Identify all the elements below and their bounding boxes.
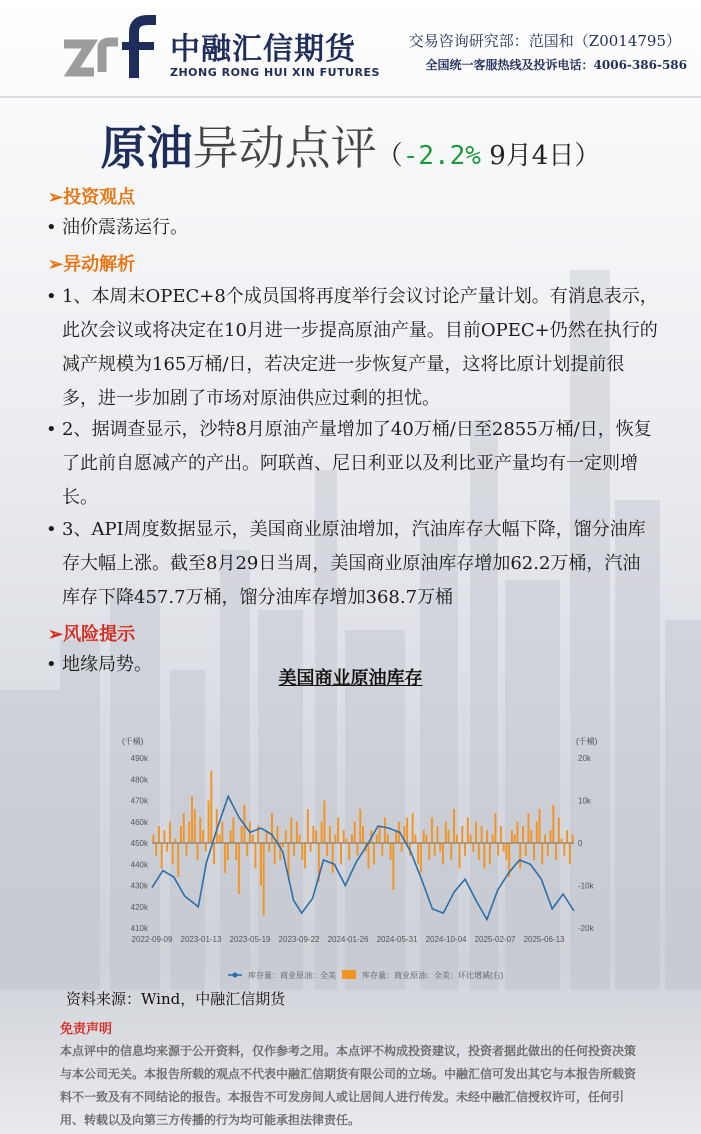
- change-bar: [152, 835, 154, 844]
- change-bar: [191, 796, 193, 843]
- change-bar: [155, 843, 157, 856]
- change-bar: [511, 830, 513, 843]
- change-bar: [268, 843, 270, 852]
- change-bar: [475, 822, 477, 843]
- change-bar: [188, 822, 190, 843]
- change-bar: [561, 839, 563, 843]
- disclaimer-text: 本点评中的信息均来源于公开资料，仅作参考之用。本点评不构成投资建议，投资者据此做出的任何投资决策与本公司无关。本报告所载的观点不代表中融汇信期货有限公司的立场。中融汇信可发出其它与本报告所载资料不一致及有不同结论的报告。本报告不可发房间人或让居间人进行传发。未经中融汇信授权许可，任何引用、转载以及向第三方传播的行为均可能承担法律责任。: [60, 1044, 637, 1127]
- change-bar: [315, 830, 317, 843]
- right-tick-label: -10k: [578, 881, 594, 891]
- change-bar: [219, 835, 221, 844]
- page-title: [0, 112, 701, 178]
- change-bar: [326, 843, 328, 856]
- change-bar: [254, 843, 256, 869]
- x-tick-label: 2024-01-26: [327, 935, 369, 944]
- change-bar: [301, 843, 303, 860]
- chart-title: 美国商业原油库存: [278, 668, 423, 689]
- bullet-dot-icon: •: [46, 286, 57, 307]
- change-bar: [448, 830, 450, 843]
- change-bar: [417, 843, 419, 864]
- change-bar: [362, 826, 364, 843]
- change-bar: [213, 843, 215, 864]
- change-bar: [172, 843, 174, 864]
- change-bar: [437, 826, 439, 843]
- change-bar: [392, 843, 394, 890]
- change-bar: [274, 843, 276, 864]
- change-bar: [494, 813, 496, 843]
- bullet-dot-icon: •: [46, 519, 57, 540]
- analysis-item-2: • 2、据调查显示，沙特8月原油产量增加了40万桶/日至2855万桶/日，恢复了此前自愿减产的产出。阿联酋、尼日利亚以及利比亚产量均有一定则增长。: [46, 413, 658, 515]
- left-tick-label: 420k: [130, 902, 148, 912]
- change-bar: [334, 835, 336, 844]
- change-bar: [310, 843, 312, 852]
- change-bar: [227, 843, 229, 860]
- change-bar: [232, 818, 234, 844]
- change-bar: [238, 843, 240, 894]
- change-bar: [530, 830, 532, 843]
- change-bar: [500, 826, 502, 843]
- change-bar: [174, 839, 176, 843]
- change-bar: [522, 826, 524, 843]
- change-bar: [459, 843, 461, 869]
- change-bar: [329, 826, 331, 843]
- title-commodity: 原油: [100, 121, 193, 175]
- title-change: -2.2%: [402, 141, 481, 171]
- change-bar: [381, 843, 383, 856]
- left-tick-label: 430k: [130, 881, 148, 891]
- logo-english-name: ZHONG RONG HUI XIN FUTURES: [170, 66, 380, 79]
- left-tick-label: 440k: [130, 860, 148, 870]
- change-bar: [354, 822, 356, 843]
- change-bar: [224, 843, 226, 873]
- change-bar: [163, 830, 165, 843]
- change-bar: [414, 835, 416, 844]
- change-bar: [285, 830, 287, 843]
- change-bar: [497, 843, 499, 856]
- change-bar: [235, 843, 237, 860]
- change-bar: [550, 830, 552, 843]
- change-bar: [481, 826, 483, 843]
- section-heading-view: ➢投资观点: [48, 187, 136, 208]
- change-bar: [340, 843, 342, 864]
- change-bar: [277, 826, 279, 843]
- change-bar: [528, 813, 530, 843]
- company-logo: [60, 14, 380, 84]
- change-bar: [210, 771, 212, 843]
- change-bar: [525, 843, 527, 856]
- left-tick-label: 450k: [130, 839, 148, 848]
- change-bar: [492, 835, 494, 844]
- title-date: 9月4日）: [480, 141, 601, 171]
- change-bar: [351, 835, 353, 844]
- change-bar: [290, 818, 292, 844]
- change-bar: [420, 843, 422, 873]
- view-bullet: • 油价震荡运行。: [46, 211, 658, 245]
- change-bar: [323, 801, 325, 844]
- change-bar: [552, 805, 554, 843]
- inventory-chart: [118, 730, 608, 990]
- change-bar: [478, 843, 480, 860]
- title-paren: （: [376, 141, 403, 171]
- change-bar: [158, 826, 160, 843]
- legend-line-marker: [233, 973, 238, 978]
- change-bar: [357, 843, 359, 856]
- left-tick-label: 490k: [130, 754, 148, 763]
- change-bar: [271, 813, 273, 843]
- change-bar: [307, 809, 309, 843]
- arrow-icon: ➢: [48, 624, 64, 645]
- legend-line-label: 库存量：商业原油：全美: [248, 971, 336, 980]
- change-bar: [406, 818, 408, 844]
- left-axis-unit: (千桶): [122, 737, 144, 746]
- bullet-dot-icon: •: [46, 217, 57, 238]
- change-bar: [332, 843, 334, 873]
- change-bar: [456, 835, 458, 844]
- change-bar: [348, 843, 350, 860]
- arrow-icon: ➢: [48, 187, 64, 208]
- bullet-dot-icon: •: [46, 654, 57, 675]
- left-tick-label: 460k: [130, 817, 148, 827]
- change-bar: [486, 830, 488, 843]
- change-bar: [304, 843, 306, 869]
- change-bar: [572, 835, 574, 844]
- change-bar: [547, 843, 549, 856]
- x-tick-label: 2023-05-19: [229, 935, 271, 944]
- change-bar: [489, 843, 491, 864]
- change-bar: [472, 843, 474, 852]
- change-bar: [544, 835, 546, 844]
- change-bar: [343, 830, 345, 843]
- change-bar: [337, 818, 339, 844]
- right-axis-unit: (千桶): [576, 737, 598, 746]
- change-bar: [569, 843, 571, 864]
- change-bar: [533, 843, 535, 860]
- change-bar: [299, 835, 301, 844]
- change-bar: [186, 843, 188, 856]
- change-bar: [246, 843, 248, 856]
- x-tick-label: 2024-10-04: [425, 935, 467, 944]
- change-bar: [470, 835, 472, 844]
- change-bar: [539, 809, 541, 843]
- change-bar: [376, 835, 378, 844]
- change-bar: [541, 843, 543, 864]
- change-bar: [241, 826, 243, 843]
- change-bar: [563, 843, 565, 856]
- risk-bullet: • 地缘局势。: [46, 648, 246, 682]
- change-bar: [205, 843, 207, 852]
- change-bar: [387, 835, 389, 844]
- title-rest: 异动点评: [192, 121, 377, 175]
- change-bar: [450, 843, 452, 860]
- change-bar: [221, 822, 223, 843]
- change-bar: [384, 818, 386, 844]
- section-heading-risk: ➢风险提示: [48, 624, 136, 645]
- change-bar: [260, 843, 262, 886]
- change-bar: [293, 843, 295, 856]
- change-bar: [461, 826, 463, 843]
- right-tick-label: 10k: [578, 796, 591, 806]
- change-bar: [368, 843, 370, 869]
- change-bar: [312, 826, 314, 843]
- change-bar: [439, 843, 441, 852]
- change-bar: [431, 818, 433, 844]
- disclaimer-title: 免责声明: [60, 1022, 113, 1037]
- change-bar: [445, 822, 447, 843]
- change-bar: [252, 835, 254, 844]
- change-bar: [503, 843, 505, 852]
- logo-mark-icon: [60, 14, 160, 80]
- change-bar: [514, 835, 516, 844]
- change-bar: [558, 818, 560, 844]
- right-tick-label: 0: [578, 839, 583, 848]
- change-bar: [434, 843, 436, 856]
- change-bar: [425, 835, 427, 844]
- change-bar: [230, 830, 232, 843]
- change-bar: [566, 830, 568, 843]
- change-bar: [169, 822, 171, 843]
- analyst-contact: 交易咨询研究部：范国和（Z0014795）: [408, 32, 681, 50]
- x-tick-label: 2024-05-31: [376, 935, 418, 944]
- analysis-item-1: • 1、本周末OPEC+8个成员国将再度举行会议讨论产量计划。有消息表示，此次会议或将决定在10月进一步提高原油产量。目前OPEC+仍然在执行的减产规模为165万桶/日，若决定进一步恢复产量，这将比原计划提前很多，进一步加剧了市场对原油供应过剩的担忧。: [46, 280, 658, 416]
- left-tick-label: 470k: [130, 796, 148, 806]
- section-heading-analysis: ➢异动解析: [48, 254, 136, 275]
- x-tick-label: 2023-09-22: [278, 935, 320, 944]
- analysis-item-3: • 3、API周度数据显示，美国商业原油增加，汽油库存大幅下降，馏分油库存大幅上涨。截至8月29日当周，美国商业原油库存增加62.2万桶，汽油库存下降457.7万桶，馏分油库存增加368.7万桶: [46, 513, 658, 615]
- change-bar: [202, 830, 204, 843]
- left-tick-label: 480k: [130, 775, 148, 785]
- change-bar: [453, 809, 455, 843]
- right-tick-label: 20k: [578, 754, 591, 763]
- change-bar: [296, 822, 298, 843]
- x-tick-label: 2025-06-13: [523, 935, 565, 944]
- change-bar: [194, 809, 196, 843]
- change-bar: [401, 843, 403, 852]
- change-bar: [199, 818, 201, 844]
- header-divider: [0, 96, 701, 98]
- change-bar: [180, 826, 182, 843]
- change-bar: [423, 830, 425, 843]
- right-tick-label: -20k: [578, 924, 594, 933]
- change-bar: [516, 822, 518, 843]
- x-tick-label: 2023-01-13: [180, 935, 222, 944]
- data-source: 资料来源：Wind，中融汇信期货: [66, 990, 286, 1008]
- change-bar: [536, 822, 538, 843]
- change-bar: [467, 818, 469, 844]
- x-tick-label: 2022-09-09: [131, 935, 173, 944]
- change-bar: [442, 843, 444, 864]
- change-bar: [373, 843, 375, 864]
- change-bar: [208, 801, 210, 844]
- hotline-contact: 全国统一客服热线及投诉电话：4006-386-586: [425, 58, 687, 72]
- change-bar: [505, 843, 507, 860]
- change-bar: [282, 843, 284, 847]
- change-bar: [555, 843, 557, 860]
- inventory-line: [152, 796, 574, 919]
- change-bar: [428, 843, 430, 860]
- change-bar: [395, 830, 397, 843]
- change-bar: [345, 839, 347, 843]
- change-bar: [519, 843, 521, 869]
- change-bar: [166, 843, 168, 852]
- x-tick-label: 2025-02-07: [474, 935, 516, 944]
- logo-chinese-name: 中融汇信期货: [170, 32, 356, 67]
- change-bar: [464, 843, 466, 856]
- change-bar: [412, 813, 414, 843]
- change-bar: [390, 843, 392, 860]
- change-bar: [321, 822, 323, 843]
- change-bar: [183, 813, 185, 843]
- change-bar: [263, 843, 265, 915]
- change-bar: [379, 826, 381, 843]
- legend-bar-label: 库存量：商业原油：全美：环比增减(右): [362, 971, 504, 980]
- legend-bar-swatch: [342, 970, 356, 979]
- change-bar: [161, 843, 163, 869]
- change-bar: [359, 809, 361, 843]
- arrow-icon: ➢: [48, 254, 64, 275]
- change-bar: [177, 843, 179, 877]
- change-bar: [483, 843, 485, 869]
- bullet-dot-icon: •: [46, 419, 57, 440]
- left-tick-label: 410k: [130, 924, 148, 933]
- change-bar: [197, 843, 199, 860]
